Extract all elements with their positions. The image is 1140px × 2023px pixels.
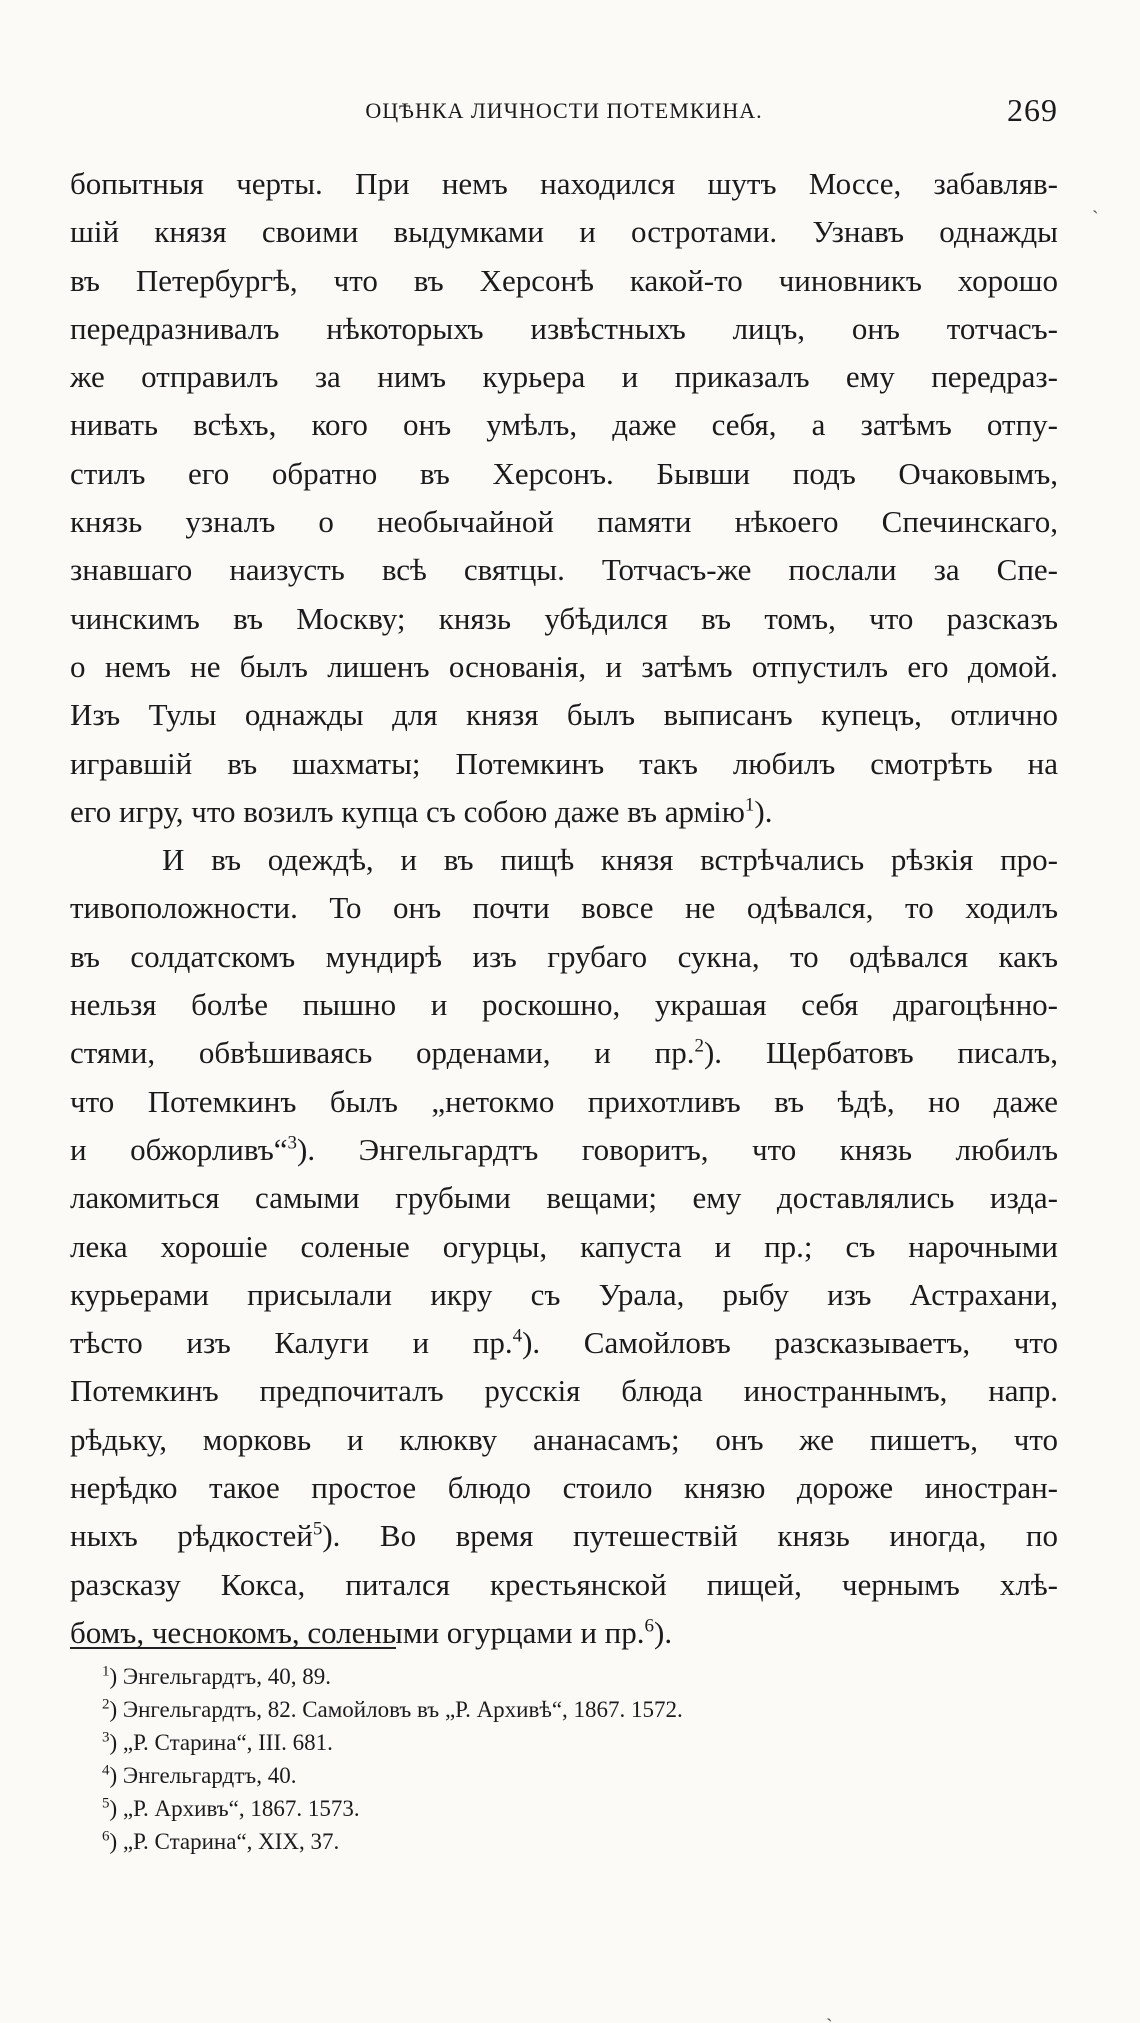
footnote-ref[interactable]: 3: [287, 1132, 298, 1154]
line-tail: ).: [754, 793, 773, 829]
footnote-text: ) „Р. Старина“, XIX, 37.: [109, 1829, 340, 1854]
text-line: [70, 1416, 1058, 1464]
footnote-ref[interactable]: 4: [512, 1325, 523, 1347]
text-line: [70, 1609, 1058, 1657]
line-text: рѣдьку, морковь и клюкву ананасамъ; онъ же пишетъ, что: [70, 1421, 1058, 1457]
text-line: [70, 836, 1058, 884]
text-line: [70, 691, 1058, 739]
footnote-ref[interactable]: 5: [312, 1518, 323, 1540]
line-tail: ).: [654, 1614, 673, 1650]
text-line: [70, 1078, 1058, 1126]
footnote-ref[interactable]: 1: [744, 794, 755, 816]
line-text: нивать всѣхъ, кого онъ умѣлъ, даже себя, а затѣмъ отпу-: [70, 407, 1058, 443]
line-text: его игру, что возилъ купца съ собою даже въ армію: [70, 793, 745, 829]
text-line: [70, 1464, 1058, 1512]
line-text: игравшій въ шахматы; Потемкинъ такъ любилъ смотрѣть на: [70, 745, 1058, 781]
line-text: что Потемкинъ былъ „нетокмо прихотливъ въ ѣдѣ, но даже: [70, 1083, 1058, 1119]
footnote: [102, 1759, 1002, 1792]
running-title: ОЦѢНКА ЛИЧНОСТИ ПОТЕМКИНА.: [365, 98, 763, 123]
line-text: лакомиться самыми грубыми вещами; ему доставлялись изда-: [70, 1180, 1058, 1216]
text-line: [70, 595, 1058, 643]
footnote-mark: 5: [102, 1795, 110, 1812]
line-text: стями, обвѣшиваясь орденами, и пр.: [70, 1035, 695, 1071]
line-text: князь узналъ о необычайной памяти нѣкоего Спечинскаго,: [70, 504, 1058, 540]
text-line: [70, 884, 1058, 932]
footnote-ref[interactable]: 6: [644, 1615, 654, 1637]
margin-speck: ˏ: [826, 2000, 833, 2022]
text-line: [70, 1512, 1058, 1560]
page-header: [70, 92, 1058, 142]
footnote-mark: 4: [102, 1762, 110, 1779]
line-text: курьерами присылали икру съ Урала, рыбу изъ Астрахани,: [70, 1276, 1058, 1312]
line-text: о немъ не былъ лишенъ основанія, и затѣмъ отпустилъ его домой.: [70, 648, 1058, 684]
footnote-mark: 2: [102, 1696, 110, 1713]
footnote: [102, 1792, 1002, 1825]
line-tail: ). Энгельгардтъ говоритъ, что князь любилъ: [297, 1131, 1058, 1167]
footnote-text: ) Энгельгардтъ, 40.: [109, 1763, 297, 1788]
line-text: лека хорошіе соленые огурцы, капуста и пр.; съ нарочными: [70, 1228, 1058, 1264]
footnote-divider: [70, 1647, 396, 1649]
line-text: разсказу Кокса, питался крестьянской пищей, чернымъ хлѣ-: [70, 1566, 1058, 1602]
text-line: [70, 257, 1058, 305]
footnote-text: ) Энгельгардтъ, 82. Самойловъ въ „Р. Архивѣ“, 1867. 1572.: [109, 1697, 683, 1722]
line-text: И въ одеждѣ, и въ пищѣ князя встрѣчались рѣзкія про-: [162, 842, 1058, 878]
paragraph: [70, 160, 1058, 836]
line-text: нельзя болѣе пышно и роскошно, украшая себя драгоцѣнно-: [70, 987, 1058, 1023]
footnote-text: ) „Р. Архивъ“, 1867. 1573.: [109, 1796, 360, 1821]
line-text: нерѣдко такое простое блюдо стоило князю дороже иностран-: [70, 1470, 1058, 1506]
line-text: бомъ, чеснокомъ, солеными огурцами и пр.: [70, 1614, 645, 1650]
line-text: же отправилъ за нимъ курьера и приказалъ ему передраз-: [70, 359, 1058, 395]
line-text: ныхъ рѣдкостей: [70, 1518, 313, 1554]
footnote-mark: 6: [102, 1828, 110, 1845]
footnote-text: ) Энгельгардтъ, 40, 89.: [109, 1664, 331, 1689]
text-line: [70, 981, 1058, 1029]
line-text: въ солдатскомъ мундирѣ изъ грубаго сукна, то одѣвался какъ: [70, 938, 1058, 974]
footnote-mark: 3: [102, 1729, 110, 1746]
text-line: [70, 353, 1058, 401]
text-line: [70, 1319, 1058, 1367]
text-line: [70, 1271, 1058, 1319]
text-line: [70, 160, 1058, 208]
line-tail: ). Самойловъ разсказываетъ, что: [522, 1325, 1058, 1361]
paragraph: [70, 836, 1058, 1657]
text-line: [70, 1367, 1058, 1415]
text-line: [70, 933, 1058, 981]
text-line: [70, 498, 1058, 546]
footnote: [102, 1660, 1002, 1693]
margin-speck: ˎ: [1092, 192, 1099, 214]
footnote-mark: 1: [102, 1663, 110, 1680]
text-line: [70, 1223, 1058, 1271]
page-number: 269: [1007, 92, 1058, 128]
main-text: [70, 160, 1058, 1657]
text-line: [70, 1029, 1058, 1077]
line-text: знавшаго наизусть всѣ святцы. Тотчасъ-же послали за Спе-: [70, 552, 1058, 588]
text-line: [70, 643, 1058, 691]
text-line: [70, 788, 1058, 836]
text-line: [70, 546, 1058, 594]
footnote: [102, 1825, 1002, 1858]
line-text: Потемкинъ предпочиталъ русскія блюда иностраннымъ, напр.: [70, 1373, 1058, 1409]
line-text: бопытныя черты. При немъ находился шутъ Моссе, забавляв-: [70, 166, 1058, 201]
footnote-ref[interactable]: 2: [694, 1036, 704, 1058]
line-text: тивоположности. То онъ почти вовсе не одѣвался, то ходилъ: [70, 890, 1058, 926]
line-text: и обжорливъ“: [70, 1131, 288, 1167]
text-line: [70, 305, 1058, 353]
text-line: [70, 1561, 1058, 1609]
line-text: передразнивалъ нѣкоторыхъ извѣстныхъ лицъ, онъ тотчасъ-: [70, 310, 1058, 346]
line-text: въ Петербургѣ, что въ Херсонѣ какой-то чиновникъ хорошо: [70, 262, 1058, 298]
line-tail: ). Щербатовъ писалъ,: [703, 1035, 1058, 1071]
line-text: тѣсто изъ Калуги и пр.: [70, 1325, 513, 1361]
line-text: Изъ Тулы однажды для князя былъ выписанъ купецъ, отлично: [70, 697, 1058, 733]
text-line: [70, 1174, 1058, 1222]
line-text: шій князя своими выдумками и остротами. Узнавъ однажды: [70, 214, 1058, 250]
text-line: [70, 401, 1058, 449]
text-line: [70, 740, 1058, 788]
text-line: [70, 208, 1058, 256]
footnote-text: ) „Р. Старина“, III. 681.: [109, 1730, 333, 1755]
footnote: [102, 1693, 1002, 1726]
text-line: [70, 450, 1058, 498]
text-line: [70, 1126, 1058, 1174]
footnote: [102, 1726, 1002, 1759]
line-text: стилъ его обратно въ Херсонъ. Бывши подъ Очаковымъ,: [70, 455, 1058, 491]
line-text: чинскимъ въ Москву; князь убѣдился въ томъ, что разсказъ: [70, 600, 1058, 636]
footnotes: [102, 1660, 1002, 1858]
line-tail: ). Во время путешествій князь иногда, по: [322, 1518, 1058, 1554]
